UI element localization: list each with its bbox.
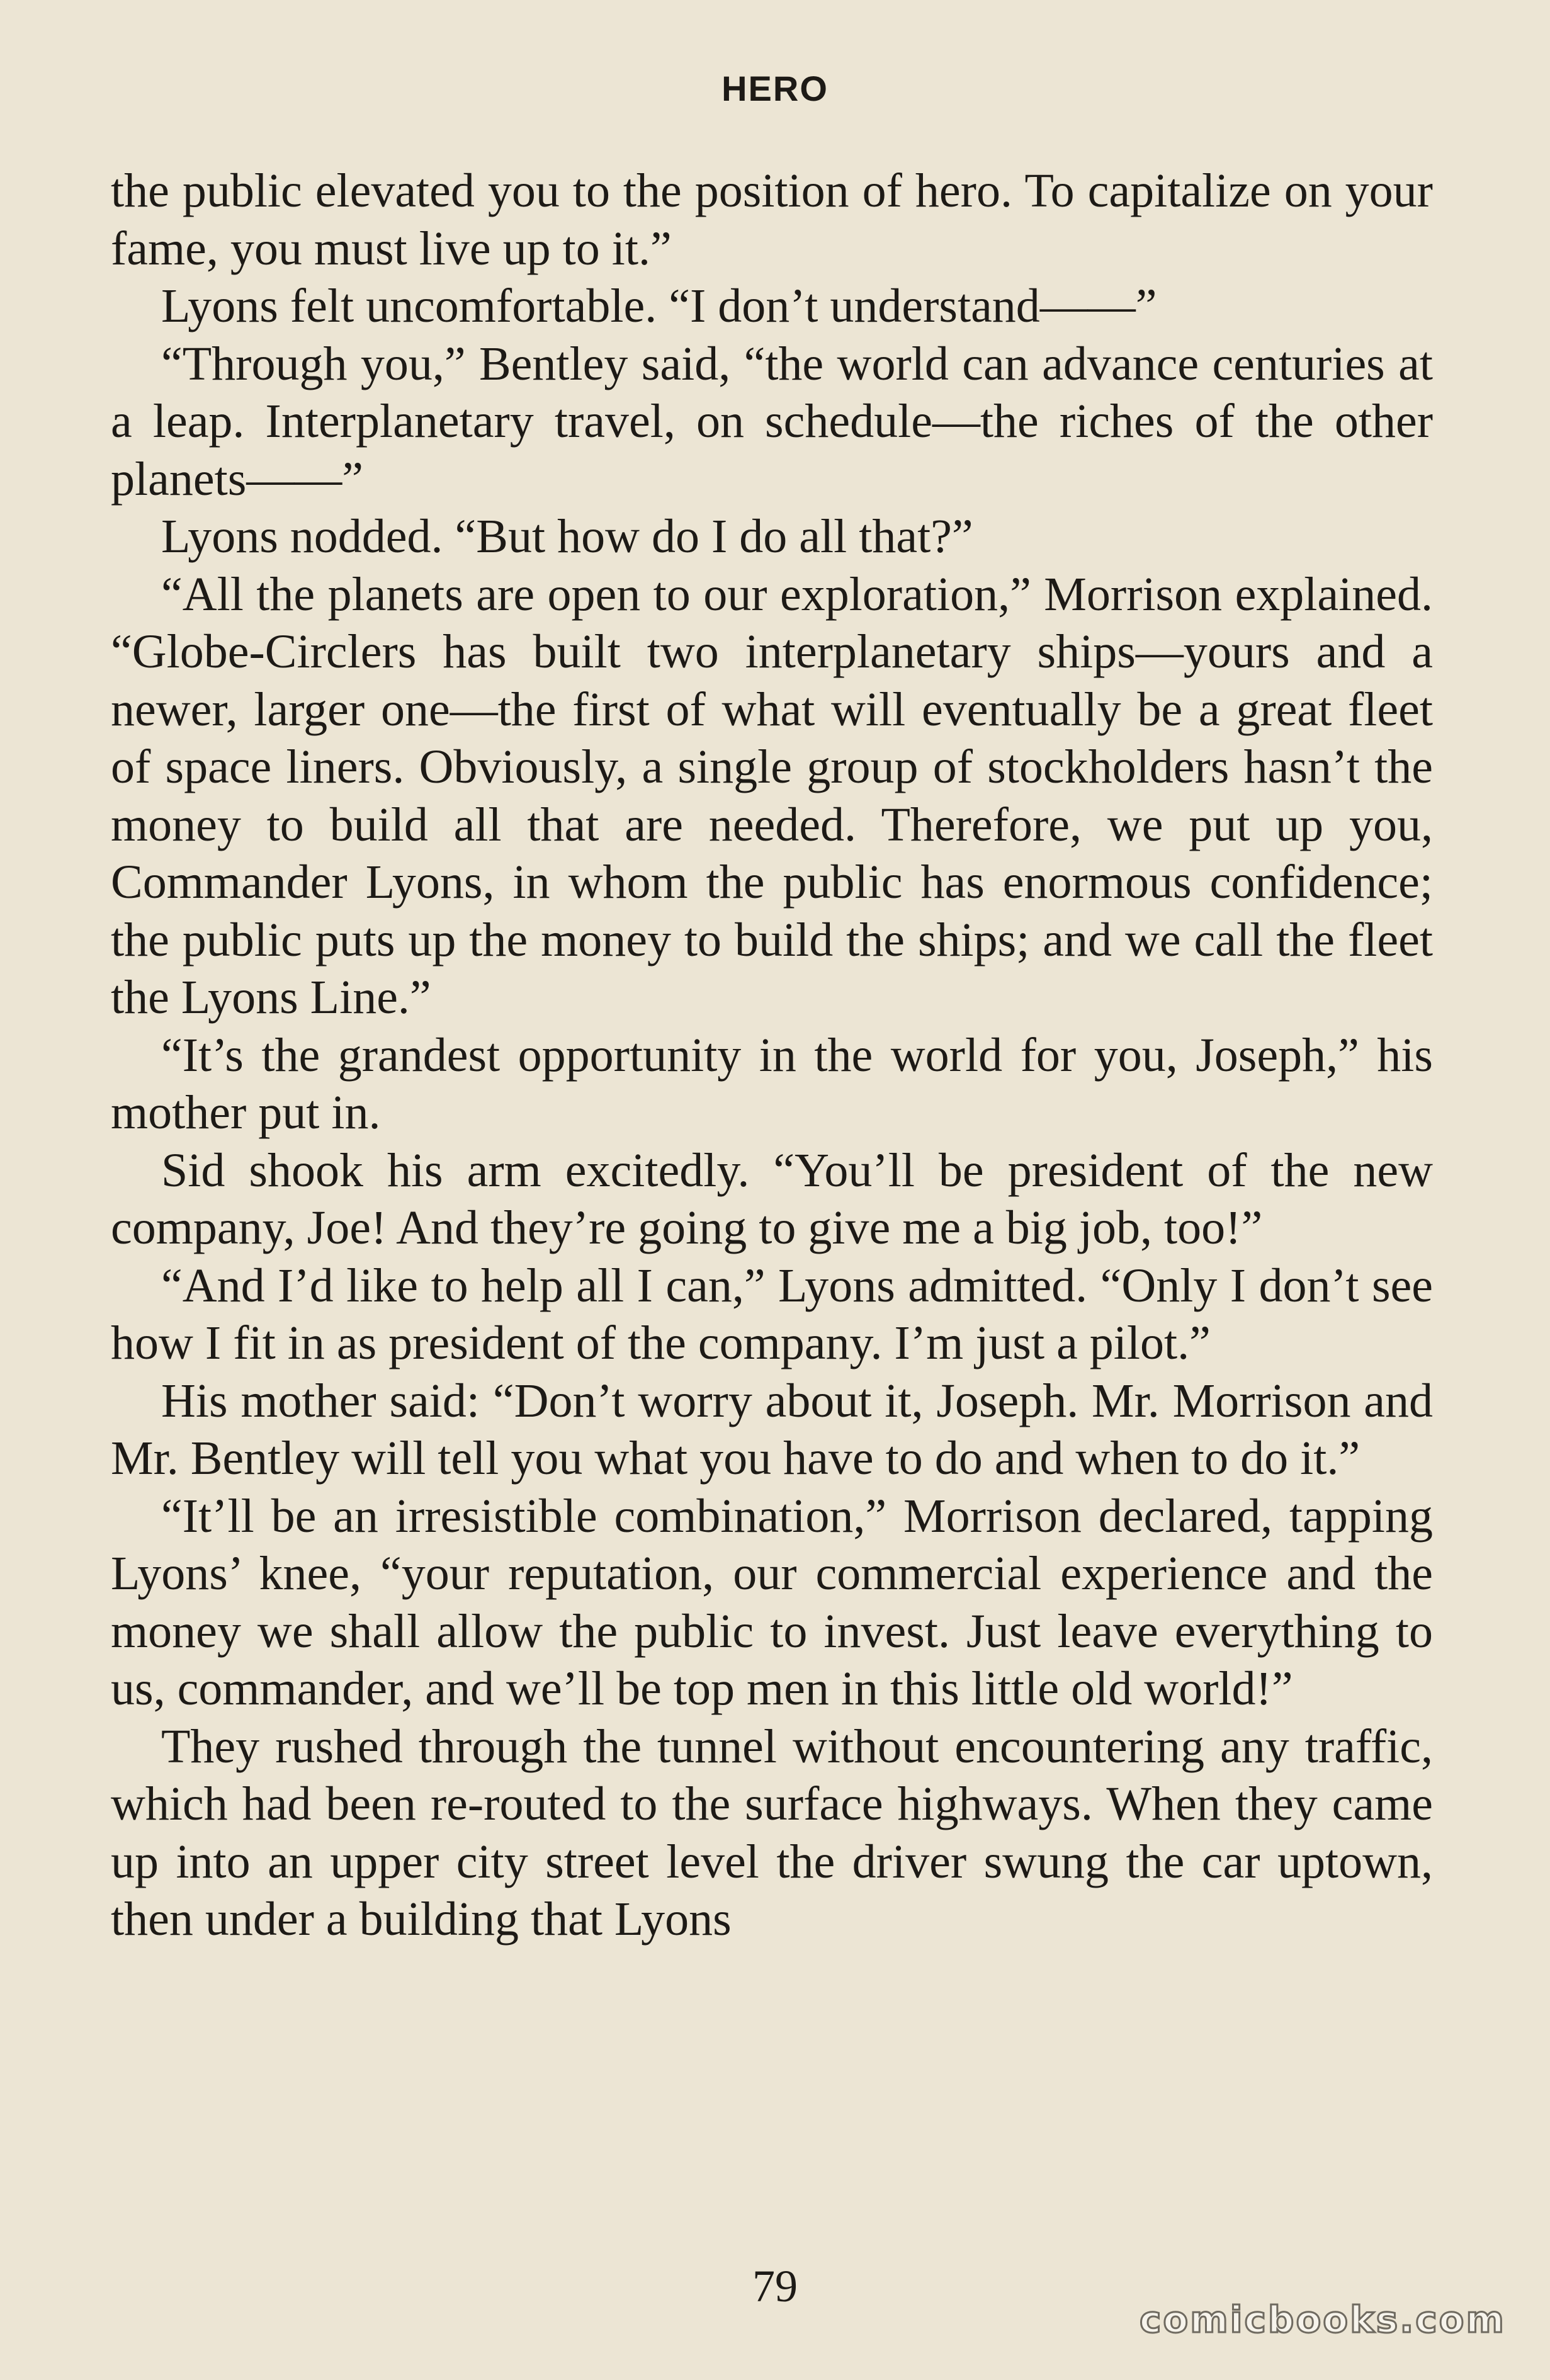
paragraph: the public elevated you to the position of hero. To capitalize on your fame, you must live up to it.” [111,164,1433,275]
paragraph: Lyons nodded. “But how do I do all that?” [161,510,973,563]
paragraph: “And I’d like to help all I can,” Lyons admitted. “Only I don’t see how I fit in as president of the company. I’m just a pilot.” [111,1259,1433,1369]
running-head: HERO [721,69,829,108]
page-number: 79 [752,2261,798,2311]
paragraph: Lyons felt uncomfortable. “I don’t understand——” [161,280,1157,332]
paragraph: His mother said: “Don’t worry about it, Joseph. Mr. Morrison and Mr. Bentley will tell you what you have to do and when to do it.” [111,1374,1433,1485]
paragraph: “It’ll be an irresistible combination,” Morrison declared, tapping Lyons’ knee, “your reputation, our commercial experience and the money we shall allow the public to invest. Just leave everything to us, commander, and we’ll be top men in this little old world!” [111,1489,1433,1715]
paragraph: “Through you,” Bentley said, “the world can advance centuries at a leap. Interplanetary travel, on schedule—the riches of the other planets——” [111,337,1433,506]
watermark: comicbooks.com [1140,2298,1506,2341]
body-text [111,162,1433,1949]
paragraph: “All the planets are open to our exploration,” Morrison explained. “Globe-Circlers has built two interplanetary ships—yours and a newer, larger one—the first of what will eventually be a great fleet of space liners. Obviously, a single group of stockholders hasn’t the money to build all that are needed. Therefore, we put up you, Commander Lyons, in whom the public has enormous confidence; the public puts up the money to build the ships; and we call the fleet the Lyons Line.” [111,567,1433,1024]
paragraph: Sid shook his arm excitedly. “You’ll be president of the new company, Joe! And they’re going to give me a big job, too!” [111,1143,1433,1254]
paragraph: “It’s the grandest opportunity in the world for you, Joseph,” his mother put in. [111,1028,1433,1139]
paragraph: They rushed through the tunnel without encountering any traffic, which had been re-routed to the surface highways. When they came up into an upper city street level the driver swung the car uptown, then under a building that Lyons [111,1720,1433,1946]
